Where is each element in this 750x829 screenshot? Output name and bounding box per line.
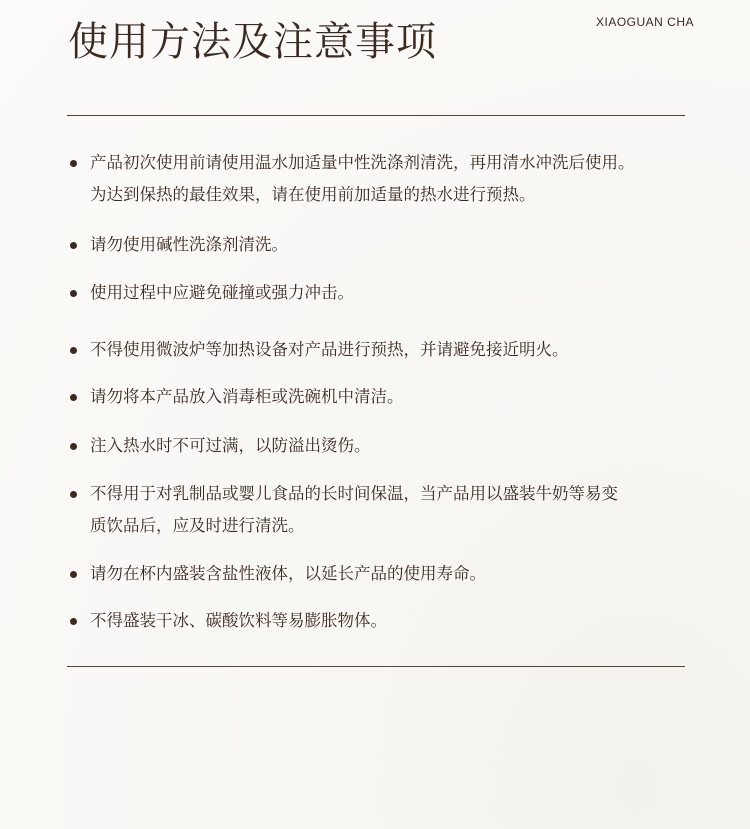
list-item (90, 430, 700, 462)
list-item (90, 229, 700, 261)
list-item-text: 使用过程中应避免碰撞或强力冲击。 (90, 283, 354, 302)
list-item (90, 605, 700, 637)
bullet-icon (70, 394, 77, 401)
top-divider (67, 115, 685, 116)
list-item (90, 381, 700, 413)
list-item (90, 147, 700, 211)
list-item-text: 请勿将本产品放入消毒柜或洗碗机中清洁。 (90, 387, 404, 406)
list-item-text: 注入热水时不可过满，以防溢出烫伤。 (90, 436, 371, 455)
list-item (90, 334, 700, 366)
list-item-text: 质饮品后，应及时进行清洗。 (90, 516, 305, 535)
bullet-icon (70, 491, 77, 498)
bullet-icon (70, 347, 77, 354)
list-item-text: 不得盛装干冰、碳酸饮料等易膨胀物体。 (90, 611, 387, 630)
list-item-text: 请勿在杯内盛装含盐性液体，以延长产品的使用寿命。 (90, 564, 486, 583)
list-item-text: 为达到保热的最佳效果，请在使用前加适量的热水进行预热。 (90, 185, 536, 204)
bullet-icon (70, 160, 77, 167)
list-item (90, 558, 700, 590)
list-item-text: 不得用于对乳制品或婴儿食品的长时间保温，当产品用以盛装牛奶等易变 (90, 484, 618, 503)
list-item-text: 产品初次使用前请使用温水加适量中性洗涤剂清洗，再用清水冲洗后使用。 (90, 153, 635, 172)
brand-label: XIAOGUAN CHA (596, 15, 695, 29)
list-item-text: 不得使用微波炉等加热设备对产品进行预热，并请避免接近明火。 (90, 340, 569, 359)
list-item-text: 请勿使用碱性洗涤剂清洗。 (90, 235, 288, 254)
bullet-icon (70, 618, 77, 625)
list-item (90, 478, 700, 542)
page-title: 使用方法及注意事项 (68, 19, 437, 65)
bullet-icon (70, 571, 77, 578)
list-item (90, 277, 700, 309)
bottom-divider (67, 666, 685, 667)
bullet-icon (70, 290, 77, 297)
bullet-icon (70, 443, 77, 450)
bullet-icon (70, 242, 77, 249)
